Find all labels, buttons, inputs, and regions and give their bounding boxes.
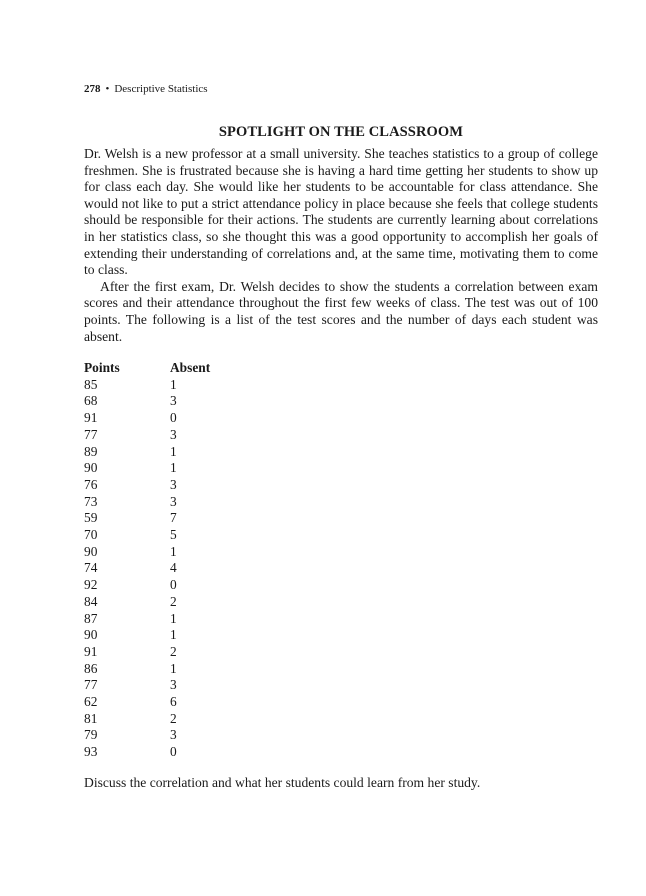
score-table — [84, 360, 210, 761]
cell-absent: 4 — [170, 560, 177, 576]
cell-absent: 1 — [170, 660, 177, 676]
table-row — [84, 477, 210, 494]
discussion-prompt: Discuss the correlation and what her students could learn from her study. — [84, 775, 481, 790]
table-row — [84, 661, 210, 678]
table-row — [84, 727, 210, 744]
cell-absent: 5 — [170, 527, 177, 543]
cell-points: 90 — [84, 627, 98, 643]
table-row — [84, 410, 210, 427]
cell-absent: 2 — [170, 593, 177, 609]
cell-absent: 1 — [170, 376, 177, 392]
cell-absent: 1 — [170, 627, 177, 643]
cell-points: 90 — [84, 543, 98, 559]
cell-absent: 0 — [170, 577, 177, 593]
table-row — [84, 644, 210, 661]
cell-points: 77 — [84, 426, 98, 442]
cell-points: 85 — [84, 376, 98, 392]
table-row — [84, 577, 210, 594]
cell-absent: 3 — [170, 426, 177, 442]
table-row — [84, 377, 210, 394]
cell-absent: 1 — [170, 610, 177, 626]
header-points: Points — [84, 360, 120, 375]
cell-points: 90 — [84, 460, 98, 476]
table-header-row — [84, 360, 210, 377]
cell-points: 86 — [84, 660, 98, 676]
cell-absent: 3 — [170, 677, 177, 693]
paragraph-intro: Dr. Welsh is a new professor at a small university. She teaches statistics to a group of college freshmen. She is frustrated because she is having a hard time getting her students to show up for class each day. She would like her students to be accountable for class attendance. She would not like to put a strict attendance policy in place because she feels that college students should be responsible for their actions. The students are currently learning about correlations in her statistics class, so she thought this was a good opportunity to accomplish her goals of extending their understanding of correlations and, at the same time, motivating them to come to class. — [84, 146, 598, 278]
table-row — [84, 711, 210, 728]
table-row — [84, 494, 210, 511]
cell-points: 68 — [84, 393, 98, 409]
cell-absent: 0 — [170, 410, 177, 426]
body-text — [84, 146, 598, 345]
table-row — [84, 544, 210, 561]
cell-points: 76 — [84, 476, 98, 492]
cell-points: 92 — [84, 577, 98, 593]
table-row — [84, 594, 210, 611]
cell-absent: 0 — [170, 744, 177, 760]
header-absent: Absent — [170, 360, 211, 375]
cell-absent: 2 — [170, 710, 177, 726]
table-row — [84, 744, 210, 761]
cell-absent: 1 — [170, 460, 177, 476]
cell-absent: 1 — [170, 543, 177, 559]
table-row — [84, 510, 210, 527]
running-head-bullet: • — [105, 83, 110, 95]
cell-absent: 7 — [170, 510, 177, 526]
table-row — [84, 560, 210, 577]
cell-points: 91 — [84, 643, 98, 659]
table-row — [84, 677, 210, 694]
cell-points: 77 — [84, 677, 98, 693]
cell-points: 81 — [84, 710, 98, 726]
table-row — [84, 527, 210, 544]
cell-points: 84 — [84, 593, 98, 609]
cell-points: 73 — [84, 493, 98, 509]
cell-points: 79 — [84, 727, 98, 743]
cell-absent: 3 — [170, 393, 177, 409]
cell-points: 91 — [84, 410, 98, 426]
page-number: 278 — [84, 83, 101, 95]
table-row — [84, 694, 210, 711]
table-row — [84, 611, 210, 628]
cell-points: 62 — [84, 694, 98, 710]
cell-points: 93 — [84, 744, 98, 760]
table-row — [84, 460, 210, 477]
table-body — [84, 377, 210, 761]
cell-absent: 6 — [170, 694, 177, 710]
table-row — [84, 627, 210, 644]
cell-points: 74 — [84, 560, 98, 576]
section-title: SPOTLIGHT ON THE CLASSROOM — [218, 124, 464, 140]
running-head — [84, 83, 208, 95]
cell-points: 89 — [84, 443, 98, 459]
cell-points: 87 — [84, 610, 98, 626]
table-row — [84, 444, 210, 461]
cell-points: 70 — [84, 527, 98, 543]
cell-absent: 3 — [170, 493, 177, 509]
cell-absent: 1 — [170, 443, 177, 459]
cell-absent: 2 — [170, 643, 177, 659]
running-head-section: Descriptive Statistics — [114, 83, 208, 95]
table-row — [84, 427, 210, 444]
cell-points: 59 — [84, 510, 98, 526]
table-row — [84, 393, 210, 410]
cell-absent: 3 — [170, 476, 177, 492]
cell-absent: 3 — [170, 727, 177, 743]
paragraph-exam: After the first exam, Dr. Welsh decides to show the students a correlation between exam scores and their attendance throughout the first few weeks of class. The test was out of 100 points. The following is a list of the test scores and the number of days each student was absent. — [84, 278, 598, 344]
